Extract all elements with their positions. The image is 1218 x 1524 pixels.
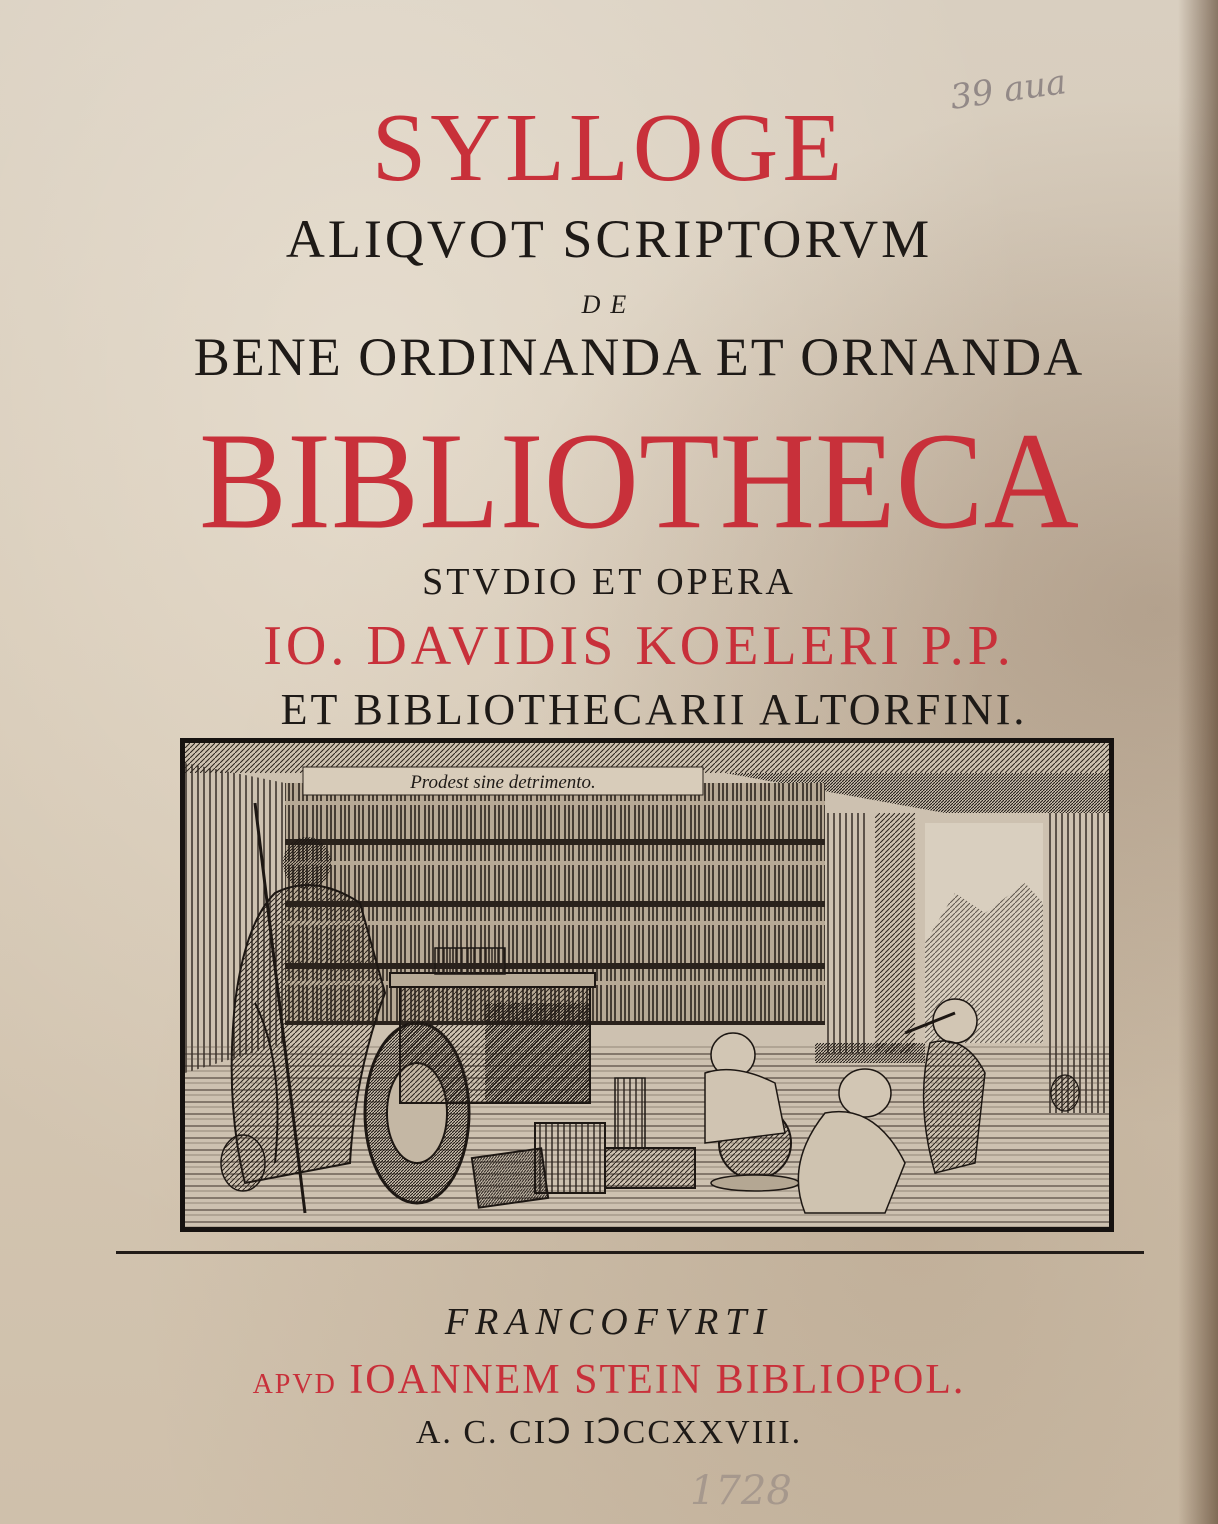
imprint-date: A. C. CIↃ IↃCCXXVIII. <box>415 1414 803 1451</box>
horizontal-rule <box>116 1251 1144 1254</box>
frontispiece-engraving <box>180 738 1114 1232</box>
imprint-apud: APVD <box>252 1369 337 1400</box>
imprint-publisher-line <box>0 1356 1218 1404</box>
manuscript-note-bottom: 1728 <box>690 1468 792 1514</box>
title-aliquot-scriptorum: ALIQVOT SCRIPTORVM <box>285 209 933 269</box>
title-bene-ordinanda: BENE ORDINANDA ET ORNANDA <box>193 327 1085 387</box>
title-sylloge: SYLLOGE <box>371 94 847 202</box>
imprint-city: FRANCOFVRTI <box>444 1301 774 1343</box>
manuscript-note-top: 39 aua <box>947 62 1069 118</box>
title-bibliotheca: BIBLIOTHECA <box>199 403 1079 558</box>
engraving-illustration <box>185 743 1109 1227</box>
title-de: DE <box>581 290 637 319</box>
imprint-publisher: IOANNEM STEIN BIBLIOPOL. <box>349 1357 966 1403</box>
author-role: ET BIBLIOTHECARII ALTORFINI. <box>280 685 1028 734</box>
credit-intro: STVDIO ET OPERA <box>422 561 796 603</box>
engraving-motto: Prodest sine detrimento. <box>410 772 596 793</box>
author-name: IO. DAVIDIS KOELERI P.P. <box>263 615 1015 677</box>
